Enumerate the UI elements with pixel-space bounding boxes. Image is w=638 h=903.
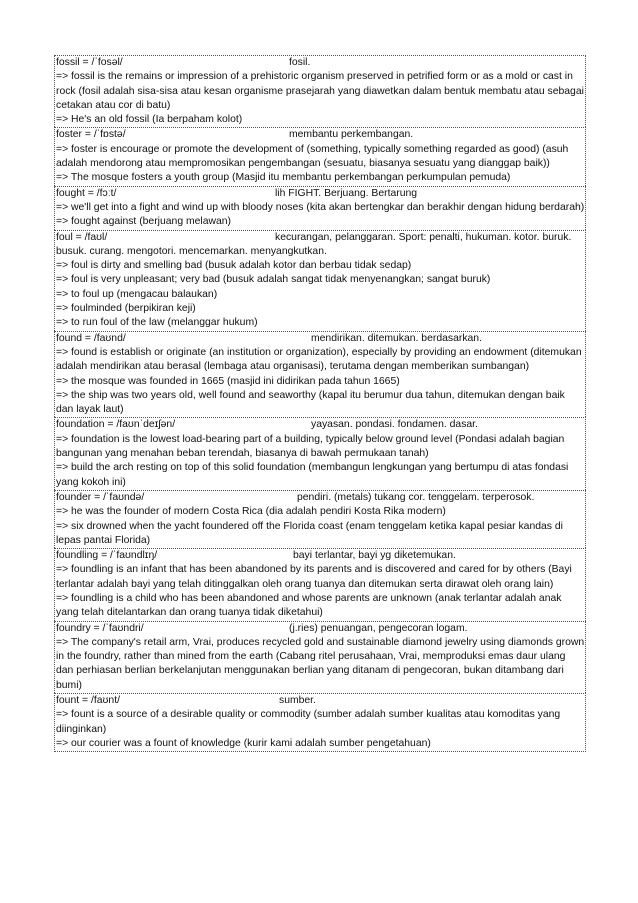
entry-word: founder = /ˈfaʊndə/ [56,491,145,503]
entry-example: => the ship was two years old, well found and seaworthy (kapal itu berumur dua tahun, ditemukan dengan baik dan layak laut) [56,389,565,416]
entry-word: foster = /ˈfɒstə/ [56,129,126,141]
dictionary-entry [54,490,586,548]
entry-headword-line [55,128,585,142]
entry-headword-line [55,187,585,201]
entry-example: => foster is encourage or promote the development of (something, typically something regarded as good) (asuh adalah mendorong atau mempromosikan pengembangan (sesuatu, biasanya sesuatu yang dianggap baik)) [56,143,569,170]
dictionary-entry [54,127,586,185]
entry-example: => He's an old fossil (Ia berpaham kolot) [56,114,243,126]
entry-definition: membantu perkembangan. [289,129,414,141]
dictionary-entry [54,230,586,331]
entry-definition: yayasan. pondasi. fondamen. dasar. [311,419,478,431]
entry-example: => to run foul of the law (melanggar hukum) [56,317,258,329]
dictionary-entry [54,693,586,752]
entry-headword-line [55,694,585,708]
entry-word: fount = /faʊnt/ [56,695,120,707]
entry-example: => build the arch resting on top of this solid foundation (membangun lengkungan yang bertumpu di atas fondasi yang kokoh ini) [56,462,569,488]
entry-example: => foul is dirty and smelling bad (busuk adalah kotor dan berbau tidak sedap) [56,260,412,272]
entry-headword-line [55,549,585,563]
entry-example: => foulminded (berpikiran keji) [56,303,196,315]
entry-headword-line [55,231,585,245]
dictionary-entry [54,621,586,693]
entry-example: => our courier was a fount of knowledge (kurir kami adalah sumber pengetahuan) [56,737,431,749]
entry-word: foundation = /faʊnˈdeɪʃən/ [56,419,176,431]
entry-word: fossil = /ˈfosəl/ [56,57,123,68]
dictionary-page [54,55,586,752]
entry-example: => foul is very unpleasant; very bad (busuk adalah sangat tidak menyenangkan; sangat buruk) [56,274,491,286]
entry-definition: pendiri. (metals) tukang cor. tenggelam. terperosok. [297,491,535,503]
entry-headword-line [55,56,585,70]
entry-definition: mendirikan. ditemukan. berdasarkan. [311,332,482,344]
entry-definition: (j.ries) penuangan, pengecoran logam. [289,622,468,634]
dictionary-entry [54,186,586,230]
entry-headword-line [55,622,585,636]
entry-example: => foundling is an infant that has been abandoned by its parents and is discovered and cared for by others (Bayi terlantar adalah bayi yang telah ditinggalkan oleh orang tuanya dan ditemukan serta dirawat oleh orang lain) [56,564,572,590]
entry-example: => the mosque was founded in 1665 (masjid ini didirikan pada tahun 1665) [56,375,400,387]
entry-headword-line [55,418,585,432]
entry-example: => six drowned when the yacht foundered off the Florida coast (enam tenggelam ketika kapal pesiar kandas di lepas pantai Florida) [56,520,563,546]
entry-example: => we'll get into a fight and wind up with bloody noses (kita akan bertengkar dan berakhir dengan hidung berdarah) [56,201,585,213]
entry-example: => fossil is the remains or impression of a prehistoric organism preserved in petrified form or as a mold or cast in rock (fosil adalah sisa-sisa atau kesan organisme prasejarah yang diawetkan dalam bentuk membatu atau sebagai cetakan atau cor di batu) [56,71,584,111]
entry-word: found = /faʊnd/ [56,332,126,344]
entry-example: busuk. curang. mengotori. mencemarkan. menyangkutkan. [56,245,327,257]
entry-example: => he was the founder of modern Costa Rica (dia adalah pendiri Kosta Rika modern) [56,506,446,518]
entry-example: => The company's retail arm, Vrai, produces recycled gold and sustainable diamond jewelry using diamonds grown in the foundry, rather than mined from the earth (Cabang ritel perusahaan, Vrai, memproduksi emas daur ulang dan perhiasan berlian berkelanjutan menggunakan berlian yang ditanam di pengecoran, bukan ditambang dari bumi) [56,636,585,691]
dictionary-entry [54,548,586,620]
entry-definition: fosil. [289,57,311,68]
entry-definition: kecurangan, pelanggaran. Sport: penalti, hukuman. kotor. buruk. [275,231,572,243]
dictionary-entry [54,55,586,127]
entry-word: fought = /fɔːt/ [56,187,117,199]
entry-headword-line [55,491,585,505]
entry-example: => to foul up (mengacau balaukan) [56,288,218,300]
dictionary-entry [54,331,586,418]
entry-word: foundling = /ˈfaʊndlɪŋ/ [56,550,158,562]
entry-word: foundry = /ˈfaʊndri/ [56,622,144,634]
entry-example: => foundation is the lowest load-bearing part of a building, typically below ground level (Pondasi adalah bagian bangunan yang menahan beban terendah, biasanya di bawah permukaan tanah) [56,433,565,460]
dictionary-entry [54,417,586,489]
entry-example: => fount is a source of a desirable quality or commodity (sumber adalah sumber kualitas atau komoditas yang diinginkan) [56,709,561,735]
entry-example: => The mosque fosters a youth group (Masjid itu membantu perkembangan perkumpulan pemuda) [56,172,511,184]
entry-definition: sumber. [279,695,316,707]
entry-definition: bayi terlantar, bayi yg diketemukan. [293,550,456,562]
entry-example: => foundling is a child who has been abandoned and whose parents are unknown (anak terlantar adalah anak yang telah ditelantarkan dan orang tuanya tidak diketahui) [56,592,562,619]
entry-word: foul = /faʊl/ [56,231,108,243]
entry-definition: lih FIGHT. Berjuang. Bertarung [275,187,418,199]
entry-example: => fought against (berjuang melawan) [56,216,232,228]
entry-example: => found is establish or originate (an institution or organization), especially by providing an endowment (ditemukan adalah mendirikan atau berasal (lembaga atau organisasi), terutama dengan memberikan sumbangan) [56,346,582,373]
entry-headword-line [55,332,585,346]
